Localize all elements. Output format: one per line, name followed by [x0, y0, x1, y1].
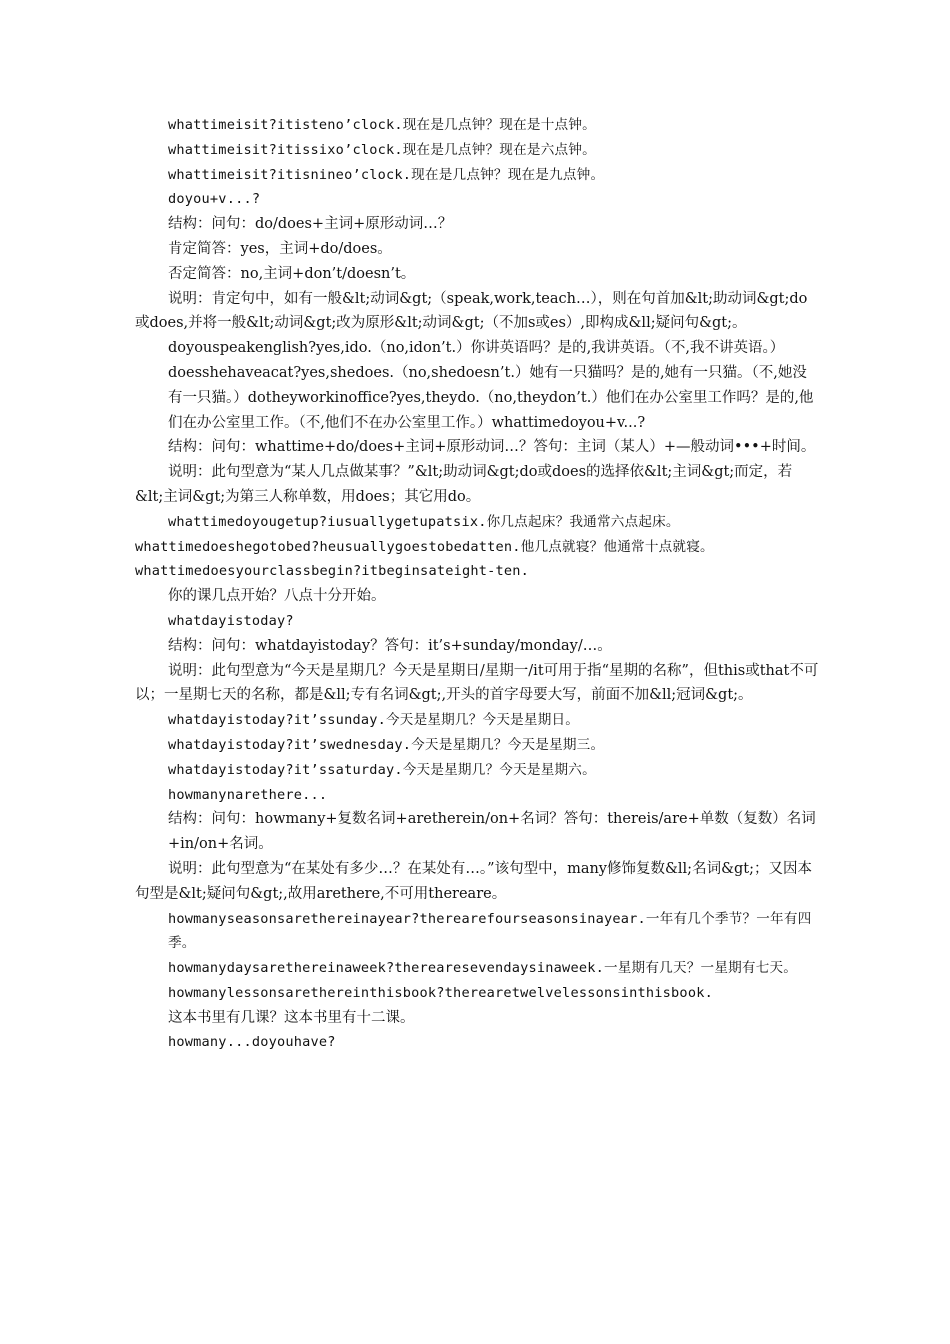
text-line: doyou+v...?	[168, 191, 261, 208]
text-line: whatdayistoday?it’swednesday.今天是星期几？今天是星期三。	[168, 736, 605, 753]
explanation-paragraph: 说明：此句型意为“在某处有多少…？在某处有…。”该句型中，many修饰复数&ll;名词&gt;；又因本句型是&lt;疑问句&gt;,故用arethere,不可用thereare。	[135, 860, 812, 902]
text-line: whatdayistoday?it’ssunday.今天是星期几？今天是星期日。	[168, 712, 580, 729]
example-paragraph: doyouspeakenglish?yes,ido.（no,idon’t.）你讲英语吗？是的,我讲英语。（不,我不讲英语。）	[168, 340, 785, 357]
explanation-paragraph: 说明：肯定句中，如有一般&lt;动词&gt;（speak,work,teach…），则在句首加&lt;助动词&gt;do或does,并将一般&lt;动词&gt;改为原形&lt;动词&gt;（不加s或es）,即构成&ll;疑问句&gt;。	[135, 290, 808, 332]
text-line: howmany...doyouhave?	[168, 1034, 336, 1051]
text-line: 肯定简答：yes，主词+do/does。	[168, 240, 392, 257]
explanation-paragraph: 说明：此句型意为“某人几点做某事？”&lt;助动词&gt;do或does的选择依&lt;主词&gt;而定，若&lt;主词&gt;为第三人称单数，用does；其它用do。	[135, 464, 793, 505]
document-body	[135, 113, 819, 1055]
text-line: 你的课几点开始？八点十分开始。	[168, 588, 386, 605]
explanation-paragraph: 说明：此句型意为“今天是星期几？今天是星期日/星期一/it可用于指“星期的名称”，但this或that不可以；一星期七天的名称，都是&ll;专有名词&gt;,开头的首字母要大写，前面不加&ll;冠词&gt;。	[135, 662, 819, 704]
text-line: whattimedoyougetup?iusuallygetupatsix.你几点起床？我通常六点起床。	[168, 513, 680, 530]
example-paragraph: howmanydaysarethereinaweek?therearesevendaysinaweek.一星期有几天？一星期有七天。	[168, 960, 798, 977]
text-line: whattimeisit?itisteno’clock.现在是几点钟？现在是十点钟。	[168, 117, 596, 133]
text-line: whattimeisit?itisnineo’clock.现在是几点钟？现在是九点钟。	[168, 166, 605, 183]
structure-line: 结构：问句：howmany+复数名词+aretherein/on+名词？答句：thereis/are+单数（复数）名词+in/on+名词。	[168, 811, 816, 853]
structure-line: 结构：问句：whatdayistoday？答句：it’s+sunday/monday/…。	[168, 637, 612, 654]
text-line: 这本书里有几课？这本书里有十二课。	[168, 1009, 415, 1026]
example-paragraph: doesshehaveacat?yes,shedoes.（no,shedoesn’t.）她有一只猫吗？是的,她有一只猫。（不,她没有一只猫。）dotheyworkinoffice?yes,theydo.（no,theydon’t.）他们在办公室里工作吗？是的,他们在办公室里工作。（不,他们不在办公室里工作。）whattimedoyou+v...?	[168, 364, 814, 431]
structure-line: 结构：问句：whattime+do/does+主词+原形动词…？答句：主词（某人）+—般动词•••+时间。	[168, 439, 816, 456]
text-line: whattimedoesyourclassbegin?itbeginsateight-ten.	[135, 563, 530, 580]
text-line: whatdayistoday?it’ssaturday.今天是星期几？今天是星期六。	[168, 761, 596, 778]
text-line: whatdayistoday?	[168, 612, 294, 629]
text-line: 否定简答：no,主词+don’t/doesn’t。	[168, 265, 416, 282]
text-line: howmanylessonsarethereinthisbook?therearetwelvelessonsinthisbook.	[168, 984, 713, 1001]
text-line: howmanynarethere...	[168, 786, 328, 803]
text-line: whattimeisit?itissixo’clock.现在是几点钟？现在是六点钟。	[168, 141, 596, 158]
example-paragraph: howmanyseasonsarethereinayear?therearefourseasonsinayear.一年有几个季节？一年有四季。	[168, 910, 812, 952]
text-line: whattimedoeshegotobed?heusuallygoestobedatten.他几点就寝？他通常十点就寝。	[135, 538, 714, 555]
structure-line: 结构：问句：do/does+主词+原形动词…？	[168, 216, 453, 233]
